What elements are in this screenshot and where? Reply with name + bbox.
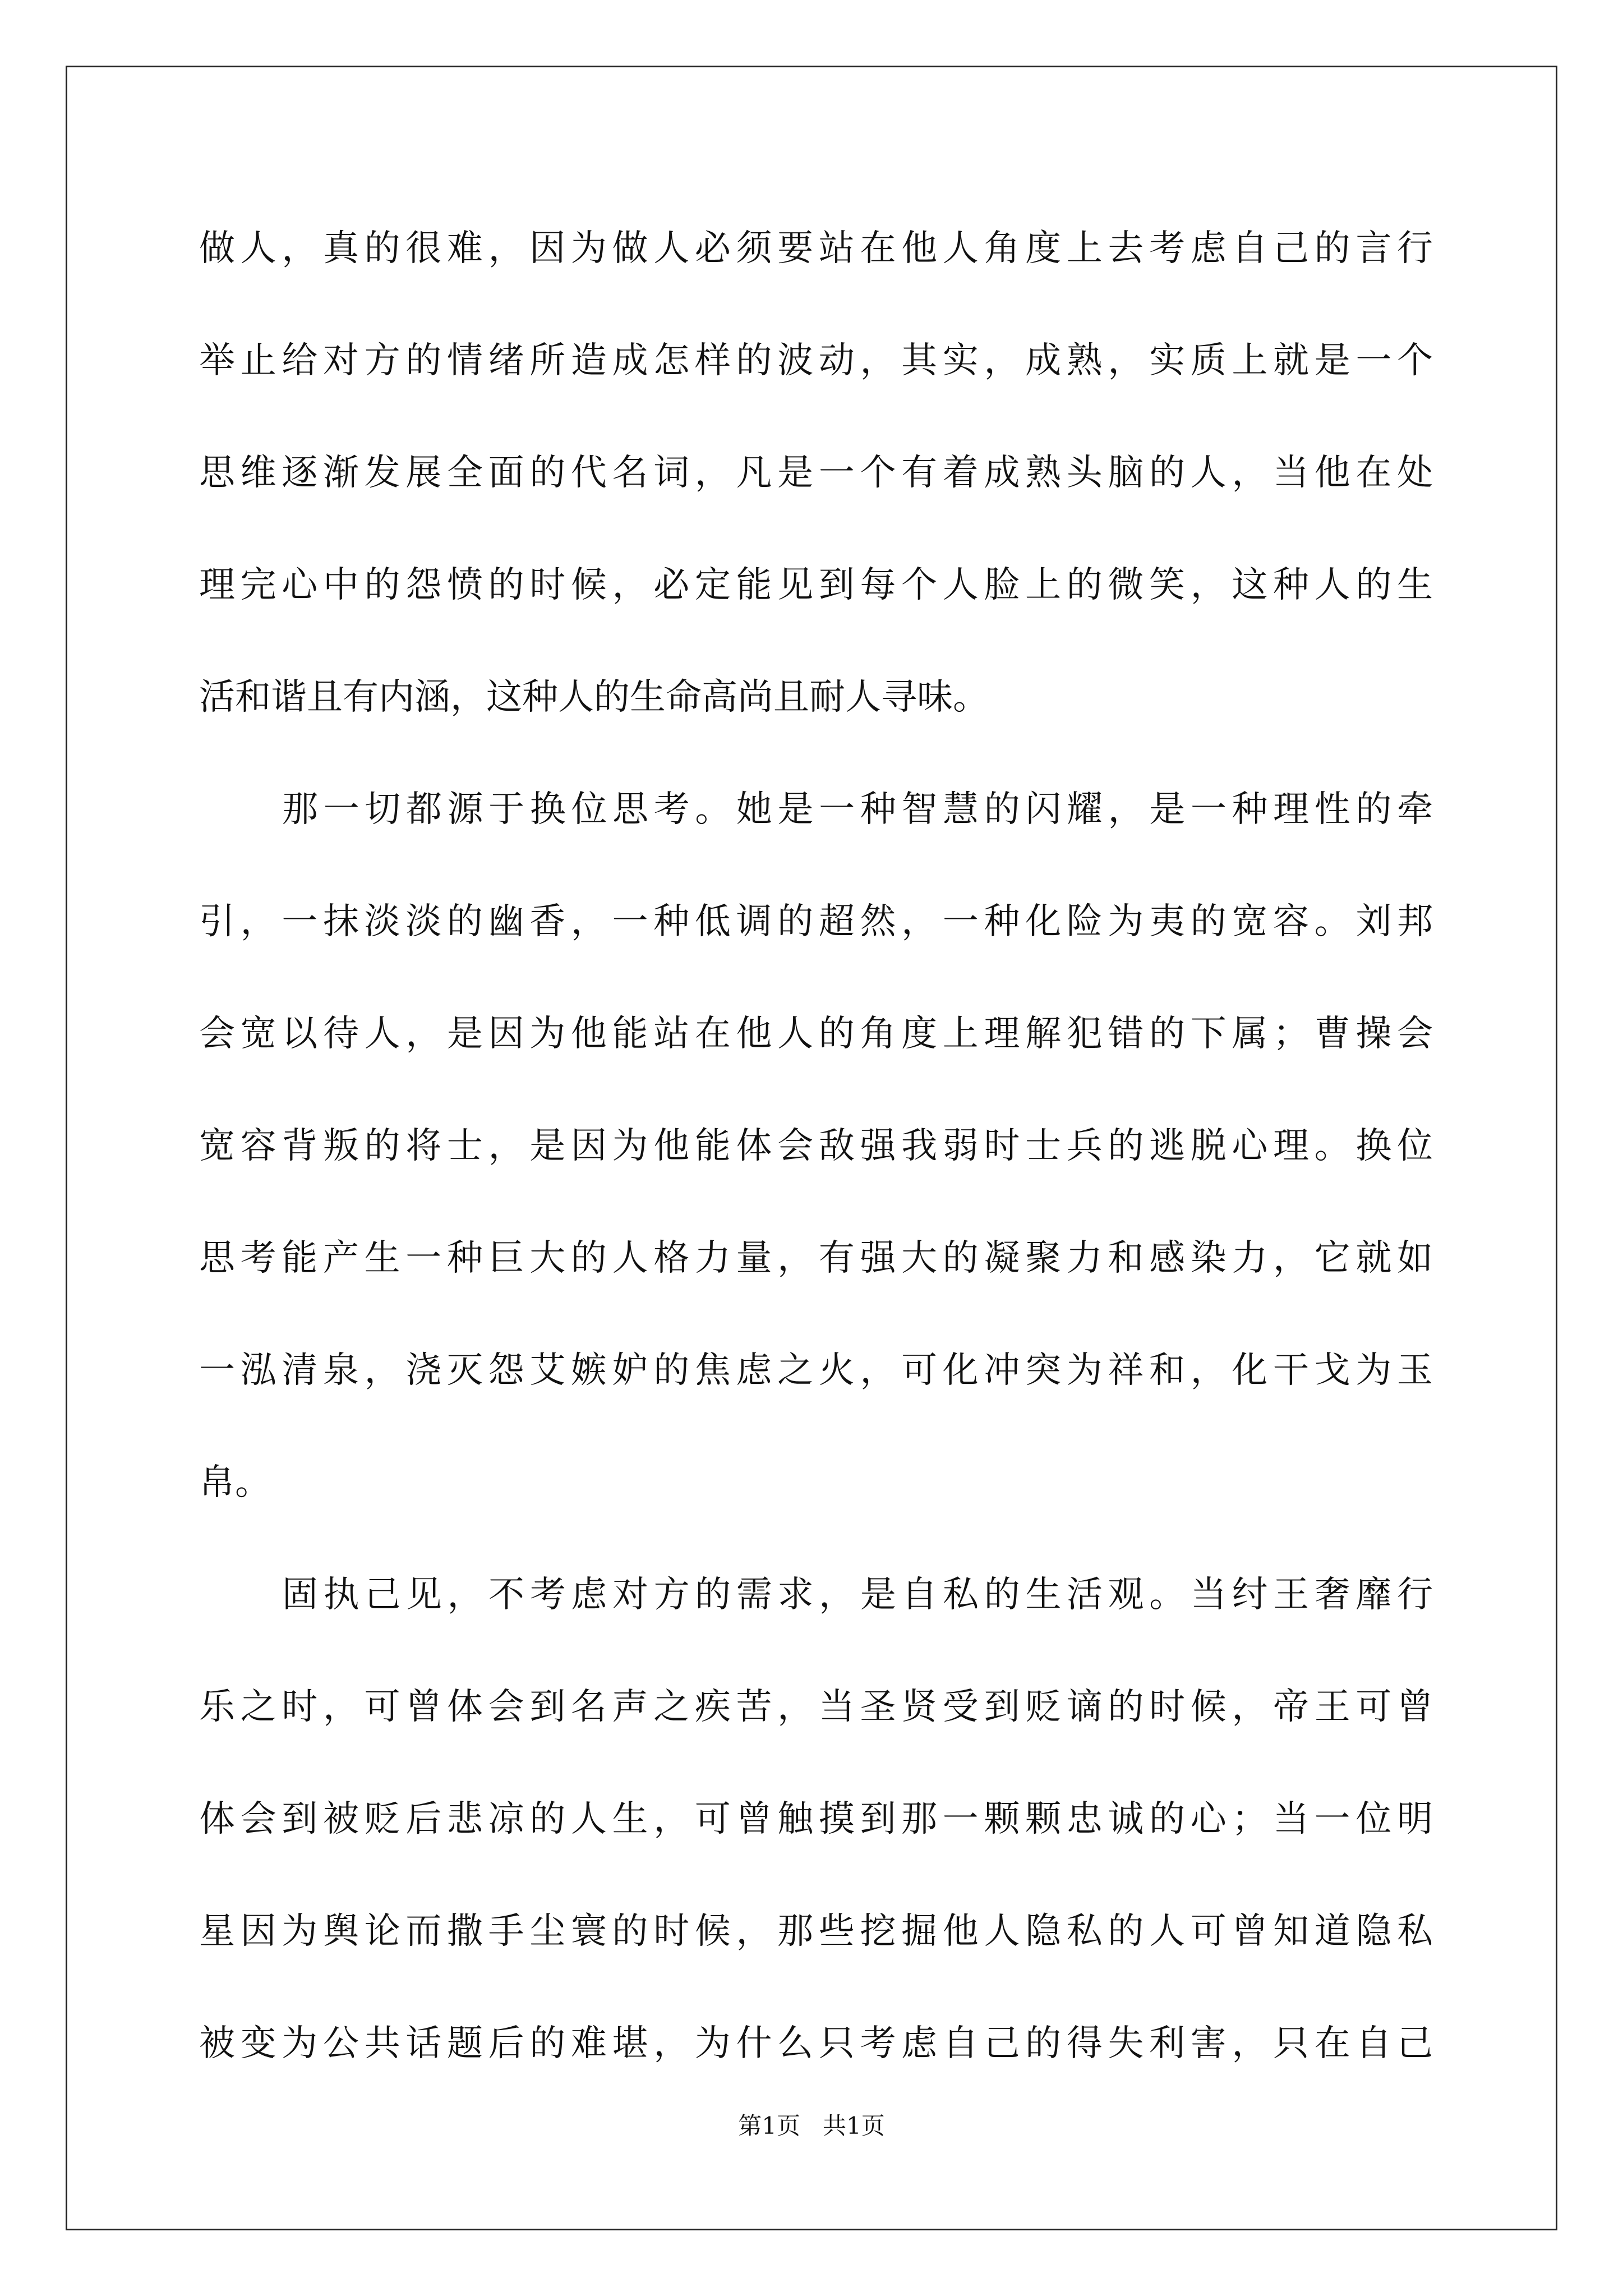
- page-footer: [0, 2109, 1623, 2143]
- paragraph-2-line-2: 引，一抹淡淡的幽香，一种低调的超然，一种化险为夷的宽容。刘邦: [199, 901, 1433, 942]
- paragraph-1-line-4: 理完心中的怨愤的时候，必定能见到每个人脸上的微笑，这种人的生: [199, 564, 1433, 606]
- paragraph-2-line-6: 一泓清泉，浇灭怨艾嫉妒的焦虑之火，可化冲突为祥和，化干戈为玉: [199, 1350, 1433, 1391]
- paragraph-2-line-7: 帛。: [199, 1462, 271, 1503]
- paragraph-3-line-5: 被变为公共话题后的难堪，为什么只考虑自己的得失利害，只在自己: [199, 2023, 1433, 2064]
- paragraph-1-line-1: 做人，真的很难，因为做人必须要站在他人角度上去考虑自己的言行: [199, 228, 1433, 269]
- paragraph-1-line-2: 举止给对方的情绪所造成怎样的波动，其实，成熟，实质上就是一个: [199, 340, 1433, 381]
- paragraph-2-line-4: 宽容背叛的将士，是因为他能体会敌强我弱时士兵的逃脱心理。换位: [199, 1125, 1433, 1167]
- paragraph-3-line-4: 星因为舆论而撒手尘寰的时候，那些挖掘他人隐私的人可曾知道隐私: [199, 1911, 1433, 1952]
- paragraph-1-line-3: 思维逐渐发展全面的代名词，凡是一个有着成熟头脑的人，当他在处: [199, 452, 1433, 494]
- paragraph-3-line-3: 体会到被贬后悲凉的人生，可曾触摸到那一颗颗忠诚的心；当一位明: [199, 1798, 1433, 1840]
- page-total: 共1页: [823, 2112, 885, 2139]
- paragraph-1-line-5: 活和谐且有内涵，这种人的生命高尚且耐人寻味。: [199, 677, 989, 718]
- paragraph-2-line-5: 思考能产生一种巨大的人格力量，有强大的凝聚力和感染力，它就如: [199, 1237, 1433, 1279]
- page-number: 第1页: [738, 2112, 800, 2139]
- paragraph-2-line-3: 会宽以待人，是因为他能站在他人的角度上理解犯错的下属；曹操会: [199, 1013, 1433, 1055]
- paragraph-3-line-2: 乐之时，可曾体会到名声之疾苦，当圣贤受到贬谪的时候，帝王可曾: [199, 1686, 1433, 1728]
- paragraph-3-line-1: 固执己见，不考虑对方的需求，是自私的生活观。当纣王奢靡行: [282, 1574, 1433, 1616]
- paragraph-2-line-1: 那一切都源于换位思考。她是一种智慧的闪耀，是一种理性的牵: [282, 789, 1433, 830]
